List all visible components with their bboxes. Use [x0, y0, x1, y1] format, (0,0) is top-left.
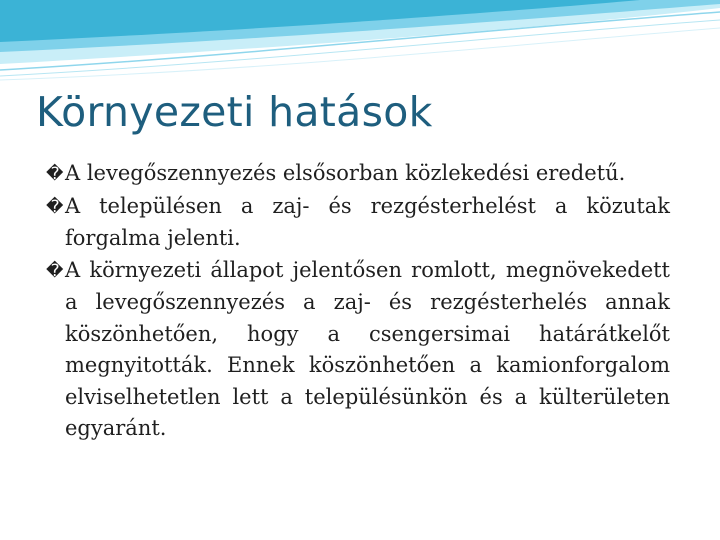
slide-title: Környezeti hatások	[36, 88, 433, 136]
bullet-marker-icon: �	[46, 164, 64, 184]
bullet-item	[46, 191, 670, 255]
bullet-list	[46, 158, 670, 445]
bullet-text: A környezeti állapot jelentősen romlott, megnövekedett a levegőszennyezés a zaj- és rezgésterhelés annak köszönhetően, hogy a csengersimai határátkelőt megnyitották. Ennek köszönhetően a kamionforgalom elviselhetetlen lett a településünkön és a külterületen egyaránt.	[65, 257, 670, 440]
bullet-item	[46, 158, 670, 191]
bullet-marker-icon: �	[46, 260, 64, 281]
bullet-marker-icon: �	[46, 196, 64, 217]
bullet-item	[46, 255, 670, 445]
bullet-text: A levegőszennyezés elsősorban közlekedési eredetű.	[65, 161, 626, 185]
header-wave-decoration	[0, 0, 720, 90]
bullet-text: A településen a zaj- és rezgésterhelést a közutak forgalma jelenti.	[65, 193, 670, 250]
